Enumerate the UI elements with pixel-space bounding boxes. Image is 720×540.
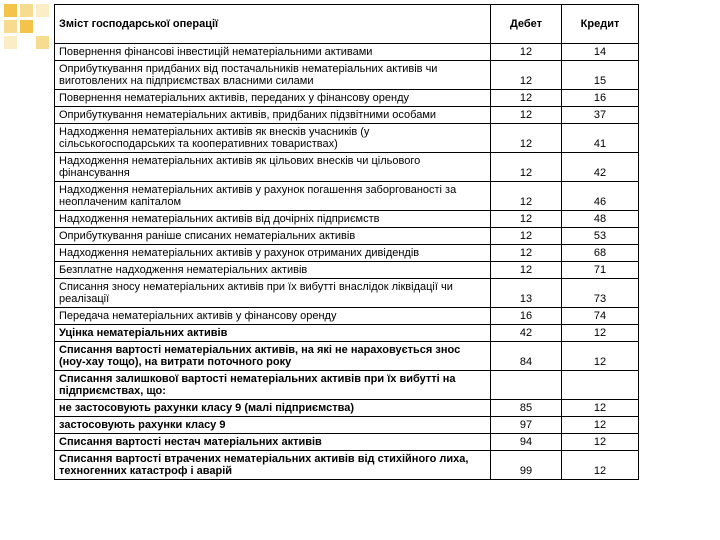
operation-cell: Уцінка нематеріальних активів xyxy=(55,325,491,342)
table-row xyxy=(55,124,639,153)
operation-cell: Списання вартості нестач матеріальних активів xyxy=(55,434,491,451)
decor-square xyxy=(36,36,49,49)
decor-square xyxy=(4,36,17,49)
table-row xyxy=(55,451,639,480)
credit-cell: 12 xyxy=(562,434,639,451)
operations-table xyxy=(54,4,639,480)
credit-cell: 14 xyxy=(562,44,639,61)
debit-cell: 12 xyxy=(491,153,562,182)
credit-cell: 46 xyxy=(562,182,639,211)
operation-cell: Передача нематеріальних активів у фінансову оренду xyxy=(55,308,491,325)
credit-cell: 12 xyxy=(562,342,639,371)
credit-cell: 53 xyxy=(562,228,639,245)
table-row xyxy=(55,182,639,211)
debit-cell: 12 xyxy=(491,124,562,153)
operation-cell: Списання вартості втрачених нематеріальних активів від стихійного лиха, техногенних катастроф і аварій xyxy=(55,451,491,480)
decor-square xyxy=(4,20,17,33)
table-row xyxy=(55,228,639,245)
table-row xyxy=(55,262,639,279)
operation-cell: не застосовують рахунки класу 9 (малі підприємства) xyxy=(55,400,491,417)
operations-table-container xyxy=(54,4,638,480)
credit-cell: 12 xyxy=(562,417,639,434)
table-header-row xyxy=(55,5,639,44)
operation-cell: Надходження нематеріальних активів як внесків учасників (у сільськогосподарських та кооперативних товариствах) xyxy=(55,124,491,153)
debit-cell: 12 xyxy=(491,90,562,107)
table-row xyxy=(55,308,639,325)
operation-cell: Безплатне надходження нематеріальних активів xyxy=(55,262,491,279)
table-row xyxy=(55,61,639,90)
decor-square xyxy=(20,4,33,17)
header-debit: Дебет xyxy=(491,5,562,44)
decor-square xyxy=(36,4,49,17)
operation-cell: Надходження нематеріальних активів у рахунок отриманих дивідендів xyxy=(55,245,491,262)
credit-cell: 37 xyxy=(562,107,639,124)
credit-cell: 12 xyxy=(562,451,639,480)
credit-cell: 12 xyxy=(562,400,639,417)
table-row xyxy=(55,107,639,124)
credit-cell: 42 xyxy=(562,153,639,182)
debit-cell: 94 xyxy=(491,434,562,451)
credit-cell: 16 xyxy=(562,90,639,107)
credit-cell xyxy=(562,371,639,400)
debit-cell: 12 xyxy=(491,228,562,245)
operation-cell: застосовують рахунки класу 9 xyxy=(55,417,491,434)
table-row xyxy=(55,153,639,182)
debit-cell: 97 xyxy=(491,417,562,434)
debit-cell: 12 xyxy=(491,245,562,262)
decor-square xyxy=(20,20,33,33)
header-operation: Зміст господарської операції xyxy=(55,5,491,44)
table-row xyxy=(55,211,639,228)
operation-cell: Оприбуткування раніше списаних нематеріальних активів xyxy=(55,228,491,245)
table-row xyxy=(55,245,639,262)
table-row xyxy=(55,400,639,417)
credit-cell: 48 xyxy=(562,211,639,228)
debit-cell: 12 xyxy=(491,262,562,279)
operation-cell: Оприбуткування нематеріальних активів, придбаних підзвітними особами xyxy=(55,107,491,124)
debit-cell: 12 xyxy=(491,107,562,124)
debit-cell: 16 xyxy=(491,308,562,325)
debit-cell: 42 xyxy=(491,325,562,342)
table-row xyxy=(55,90,639,107)
credit-cell: 41 xyxy=(562,124,639,153)
operation-cell: Надходження нематеріальних активів від дочірніх підприємств xyxy=(55,211,491,228)
credit-cell: 68 xyxy=(562,245,639,262)
credit-cell: 71 xyxy=(562,262,639,279)
debit-cell: 99 xyxy=(491,451,562,480)
debit-cell: 84 xyxy=(491,342,562,371)
table-row xyxy=(55,325,639,342)
corner-decoration xyxy=(0,0,60,60)
credit-cell: 15 xyxy=(562,61,639,90)
decor-square xyxy=(4,4,17,17)
operation-cell: Надходження нематеріальних активів у рахунок погашення заборгованості за неоплаченим капіталом xyxy=(55,182,491,211)
operation-cell: Оприбуткування придбаних від постачальників нематеріальних активів чи виготовлених на підприємствах власними силами xyxy=(55,61,491,90)
table-row xyxy=(55,371,639,400)
operation-cell: Списання зносу нематеріальних активів при їх вибутті внаслідок ліквідації чи реалізації xyxy=(55,279,491,308)
table-row xyxy=(55,434,639,451)
debit-cell: 12 xyxy=(491,61,562,90)
operation-cell: Надходження нематеріальних активів як цільових внесків чи цільового фінансування xyxy=(55,153,491,182)
credit-cell: 73 xyxy=(562,279,639,308)
table-row xyxy=(55,417,639,434)
operation-cell: Повернення фінансові інвестицій нематеріальними активами xyxy=(55,44,491,61)
debit-cell: 12 xyxy=(491,211,562,228)
debit-cell: 85 xyxy=(491,400,562,417)
debit-cell xyxy=(491,371,562,400)
credit-cell: 12 xyxy=(562,325,639,342)
debit-cell: 13 xyxy=(491,279,562,308)
operation-cell: Списання залишкової вартості нематеріальних активів при їх вибутті на підприємствах, що: xyxy=(55,371,491,400)
table-row xyxy=(55,44,639,61)
credit-cell: 74 xyxy=(562,308,639,325)
operation-cell: Повернення нематеріальних активів, переданих у фінансову оренду xyxy=(55,90,491,107)
debit-cell: 12 xyxy=(491,44,562,61)
operation-cell: Списання вартості нематеріальних активів, на які не нараховується знос (ноу-хау тощо), на витрати поточного року xyxy=(55,342,491,371)
table-row xyxy=(55,279,639,308)
table-row xyxy=(55,342,639,371)
header-credit: Кредит xyxy=(562,5,639,44)
debit-cell: 12 xyxy=(491,182,562,211)
